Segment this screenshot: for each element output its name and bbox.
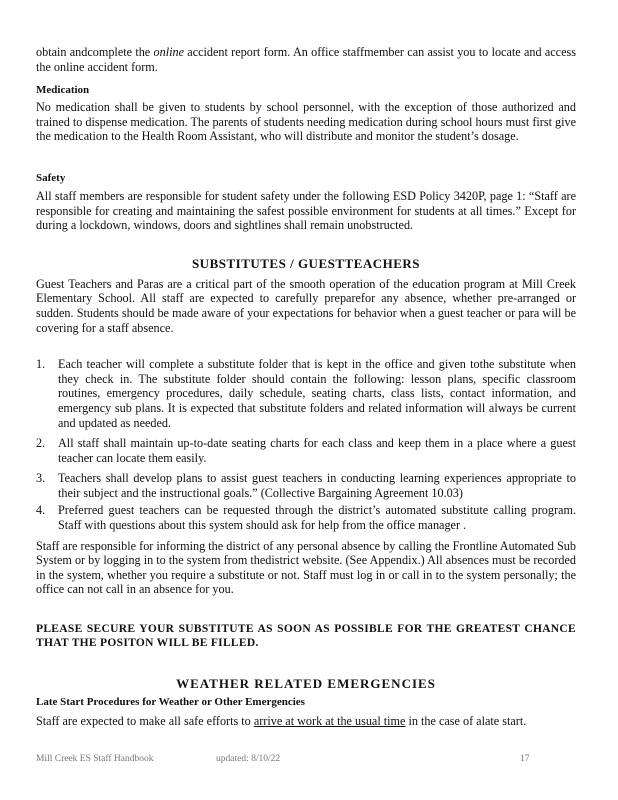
substitute-notice: PLEASE SECURE YOUR SUBSTITUTE AS SOON AS POSSIBLE FOR THE GREATEST CHANCE THAT THE POSITON WILL BE FILLED. <box>36 623 576 650</box>
list-item: 1. Each teacher will complete a substitute folder that is kept in the office and given tothe substitute when they check in. The substitute folder should contain the following: lesson plans, specific classroom routines, emergency procedures, daily schedule, seating charts, class lists, contact information, and emergency sub plans. It is expected that substitute folders and related information will always be current and updated as needed. <box>36 357 576 430</box>
footer-page-number: 17 <box>520 754 530 764</box>
intro-paragraph: obtain andcomplete the online accident report form. An office staffmember can assist you to locate and access the online accident form. <box>36 45 576 74</box>
online-emphasis: online <box>153 45 184 59</box>
list-item: 2. All staff shall maintain up-to-date seating charts for each class and keep them in a place where a guest teacher can locate them easily. <box>36 436 576 465</box>
medication-heading: Medication <box>36 84 90 97</box>
list-item: 3. Teachers shall develop plans to assist guest teachers in conducting learning experiences appropriate to their subject and the instructional goals.” (Collective Bargaining Agreement 10.03) <box>36 471 576 500</box>
safety-text: All staff members are responsible for student safety under the following ESD Policy 3420P, page 1: “Staff are responsible for creating and maintaining the safest possible environment for students at all times.” Except for during a lockdown, windows, doors and sightlines shall remain unobstructed. <box>36 188 576 233</box>
footer-updated: updated: 8/10/22 <box>216 754 281 764</box>
substitutes-heading: SUBSTITUTES / GUESTTEACHERS <box>191 255 421 271</box>
substitutes-intro: Guest Teachers and Paras are a critical part of the smooth operation of the education program at Mill Creek Elementary School. All staff are expected to carefully preparefor any absence, whether pre-arranged or sudden. Students should be made aware of your expectations for behavior when a guest teacher or para will be covering for a staff absence. <box>36 276 576 335</box>
usual-time-underline: arrive at work at the usual time <box>253 714 406 729</box>
list-item: 4. Preferred guest teachers can be requested through the district’s automated substitute calling program. Staff with questions about this system should ask for help from the office manager . <box>36 503 576 533</box>
late-start-subheading: Late Start Procedures for Weather or Other Emergencies <box>36 696 305 709</box>
substitutes-list <box>36 357 576 533</box>
document-page <box>36 45 576 729</box>
weather-heading: WEATHER RELATED EMERGENCIES <box>176 676 436 692</box>
weather-text: Staff are expected to make all safe efforts to arrive at work at the usual time in the case of alate start. <box>36 714 527 729</box>
safety-heading: Safety <box>36 171 66 184</box>
footer-handbook-title: Mill Creek ES Staff Handbook <box>36 754 154 764</box>
substitutes-closing: Staff are responsible for informing the district of any personal absence by calling the Frontline Automated Sub System or by logging in to the system from thedistrict website. (See Appendix.) All absences must be recorded in the system, whether you require a substitute or not. Staff must log in or call in to the system personally; the office can not call in an absence for you. <box>36 538 576 597</box>
medication-text: No medication shall be given to students by school personnel, with the exception of those authorized and trained to dispense medication. The parents of students needing medication during school hours must first give the medication to the Health Room Assistant, who will distribute and monitor the student’s dosage. <box>36 100 576 144</box>
